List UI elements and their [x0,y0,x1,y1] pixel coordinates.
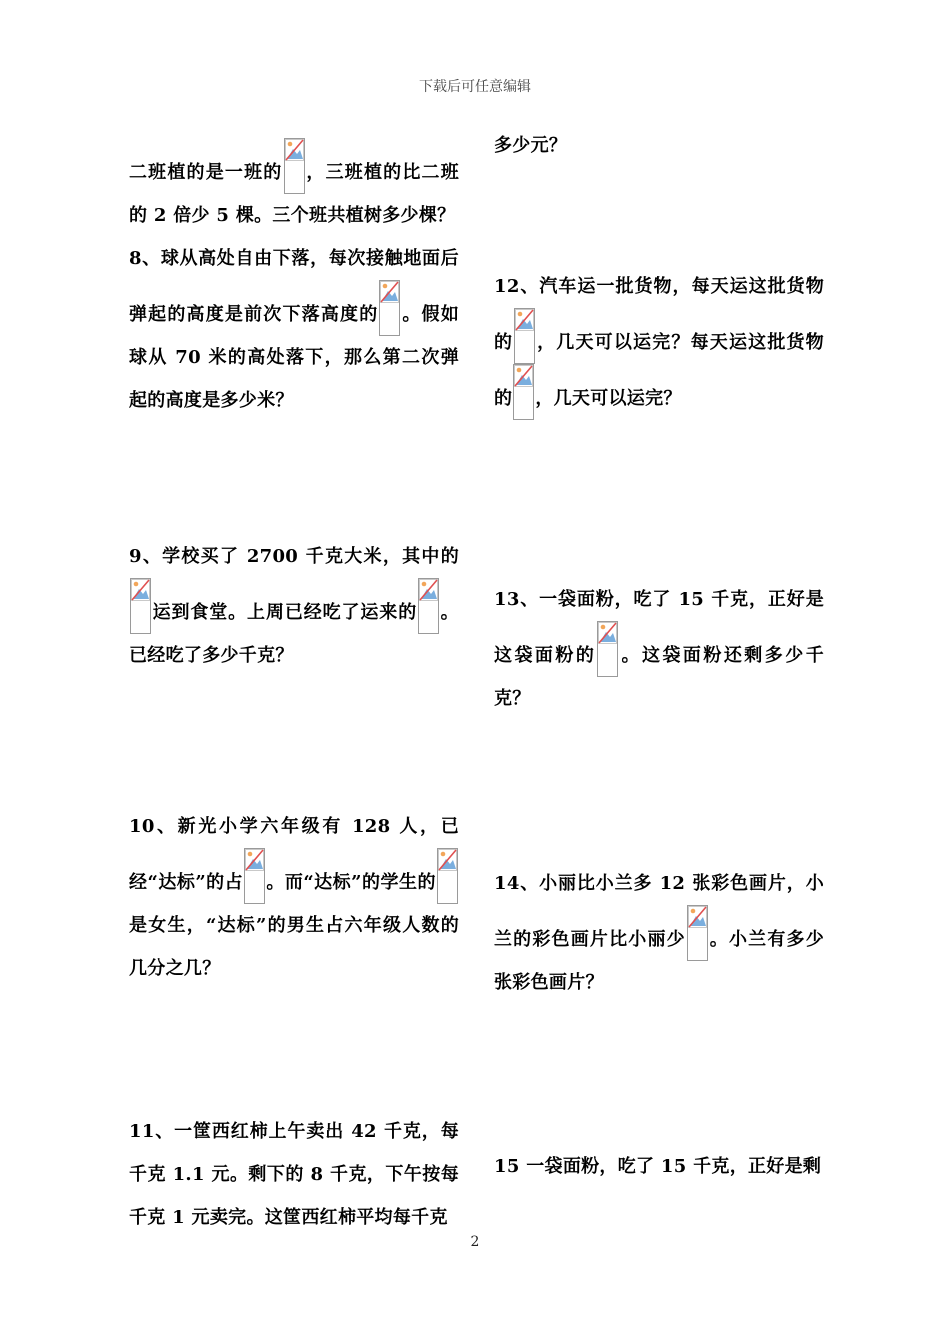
question-14 [494,862,824,1004]
broken-image-icon [379,280,400,336]
q10-text-b: 。而“达标”的学生的 [266,872,436,893]
question-13 [494,578,824,720]
question-15 [494,1145,824,1188]
q11-text-a: 11、一筐西红柿上午卖出 42 千克，每千克 1.1 元。剩下的 8 千克，下午按每千克 1 元卖完。这筐西红柿平均每千克 [129,1121,459,1228]
page-header: 下载后可任意编辑 [419,79,531,95]
broken-image-icon [418,578,439,634]
broken-image-icon [130,578,151,634]
broken-image-icon [284,138,305,194]
q15-text-a: 15 一袋面粉，吃了 15 千克，正好是剩 [494,1156,822,1177]
page-number: 2 [470,1234,480,1250]
q10-text-c: 是女生，“达标”的男生占六年级人数的几分之几？ [129,915,459,979]
broken-image-icon [514,308,535,364]
q9-text-a: 9、学校买了 2700 千克大米，其中的 [129,546,459,567]
broken-image-icon [597,621,618,677]
q7-text-a: 二班植的是一班的 [129,162,283,183]
q11-tail-text: 多少元？ [494,135,568,156]
q8-text-b: 。假如球从 70 米的高处落下，那么第二次弹起的高度是多少米？ [129,304,459,411]
q12-text-c: ，几天可以运完？ [535,388,682,409]
broken-image-icon [687,905,708,961]
question-11-continuation [494,124,824,167]
broken-image-icon [437,848,458,904]
q9-text-c: 。已经吃了多少千克？ [129,602,459,666]
broken-image-icon [244,848,265,904]
question-9 [129,535,459,677]
question-10 [129,805,459,990]
q7-text-b: ，三班植的比二班的 2 倍少 5 棵。三个班共植树多少棵？ [129,162,459,226]
q9-text-b: 运到食堂。上周已经吃了运来的 [152,602,418,623]
q8-text-a: 8、球从高处自由下落，每次接触地面后弹起的高度是前次下落高度的 [129,248,459,325]
q13-text-b: 。这袋面粉还剩多少千克？ [494,645,825,709]
q14-text-a: 14、小丽比小兰多 12 张彩色画片，小兰的彩色画片比小丽少 [494,873,824,950]
q12-text-b: ，几天可以运完？每天运这批货物的 [494,332,824,409]
question-7-continuation [129,138,459,237]
broken-image-icon [513,364,534,420]
q10-text-a: 10、新光小学六年级有 128 人，已经“达标”的占 [129,816,459,893]
question-12 [494,265,824,420]
q14-text-b: 。小兰有多少张彩色画片？ [494,929,824,993]
q13-text-a: 13、一袋面粉，吃了 15 千克，正好是这袋面粉的 [494,589,824,666]
question-11 [129,1110,459,1239]
question-8 [129,237,459,422]
q12-text-a: 12、汽车运一批货物，每天运这批货物的 [494,276,824,353]
